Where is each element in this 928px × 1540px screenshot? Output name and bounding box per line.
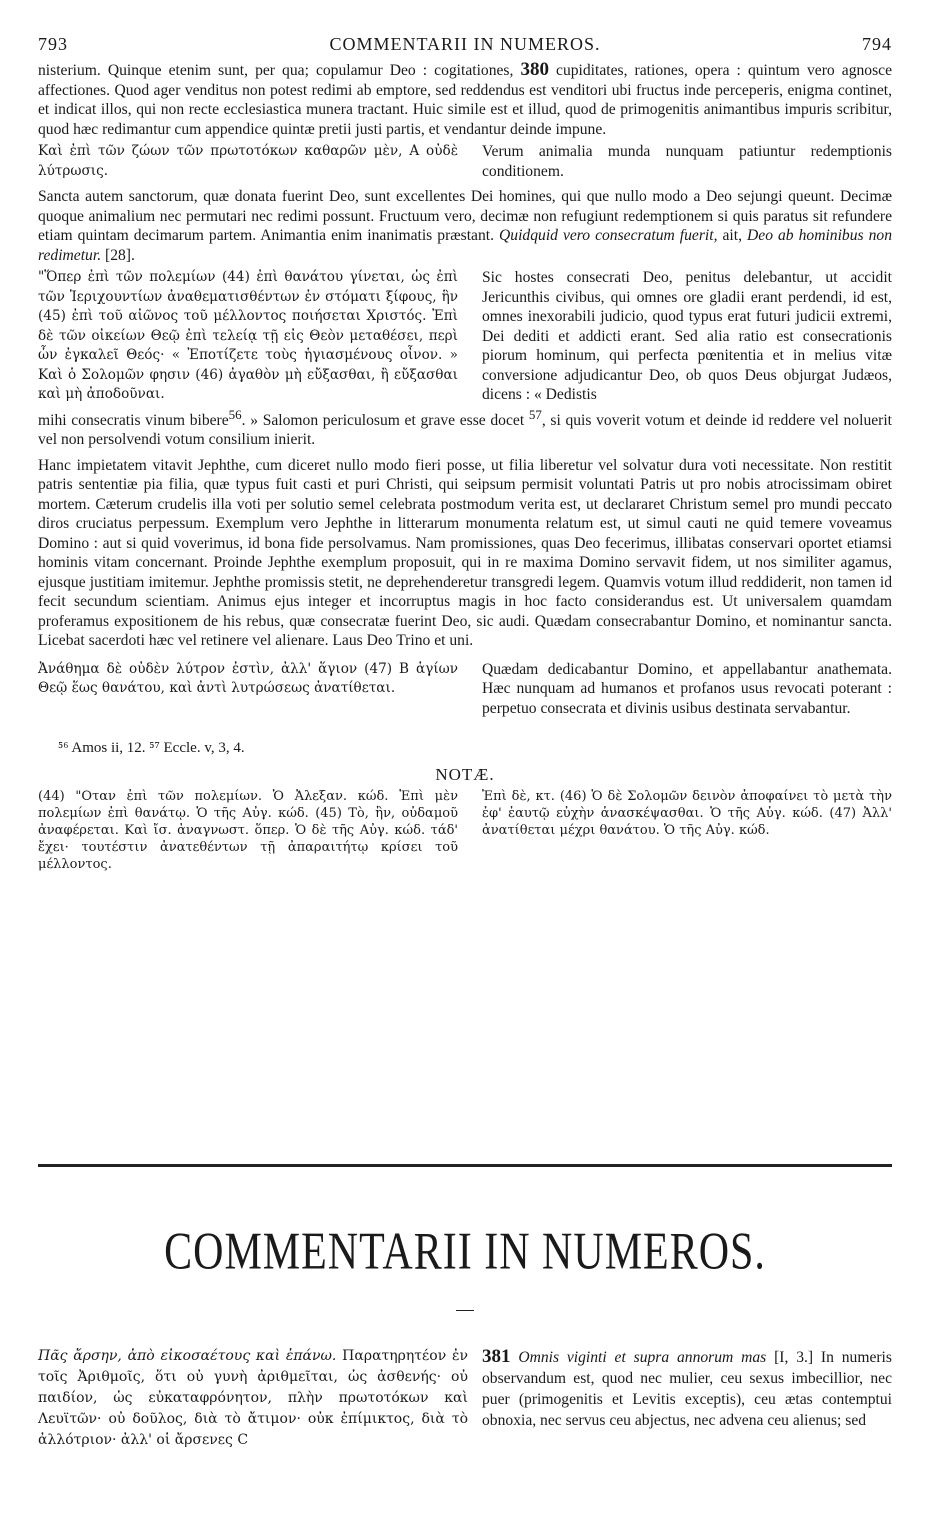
latin-text-3: Quædam dedicabantur Domino, et appellabantur anathemata. Hæc nunquam ad humanos et profanos usus revocati poterant : perpetuo consecrata et divinis usibus destinata servabantur. [482, 660, 892, 717]
paragraph-4: Hanc impietatem vitavit Jephthe, cum diceret nullo modo fieri posse, ut filia liberetur vel solvatur dura voti necessitate. Non restitit patris sententiæ pia filia, quæ typus fuit casti et puri Christi, qui seipsum permisit voluntati Patris ut pro nobis atrocissimam obiret mortem. Cæterum crudelis illa voti per solutio semel celebrata postmodum verita est, ut declararet Christum semel pro mundi peccato diros cruciatus perpessum. Exemplum vero Jephthe in litterarum monumenta relatum est, ut simul cauti ne quid temere voveamus Domino : aut si quid voverimus, id bona fide persolvamus. Nam promissiones, quas Deo fecerimus, illibatas conservari oportet etiamsi hominis vitam concernant. Proinde Jephthe exemplum proposuit, qui in re maxima Domino servavit fidem, ut nos similiter agamus, ejusque justitiam imitemur. Jephthe promissis stetit, ne deprehenderetur transgredi legem. Quamvis votum illud reddiderit, non tamen id fecit secundum scientiam. Animus ejus integer et incorruptus magis in hoc facto considerandus est. Ut universalem quamdam proferamus expositionem de his rebus, quæ consecratæ fuerint Deo, sic audi. Quædam consecrabantur Domino, et nominantur sancta. Licebat sacerdoti hæc vel retinere vel alienare. Laus Deo Trino et uni. [38, 456, 892, 650]
greek-text-1: Καὶ ἐπὶ τῶν ζώων τῶν πρωτοτόκων καθαρῶν μὲν, A οὐδὲ λύτρωσις. [38, 143, 458, 179]
page-number-left: 793 [38, 34, 68, 54]
paragraph-2-text: Sancta autem sanctorum, quæ donata fuerint Deo, sunt excellentes Dei homines, qui que nullo modo a Deo sejungi queunt. Decimæ quoque animalium nec permutari nec redimi possunt. Fructuum vero, decimæ non refugiunt redemptionem si quis paratus sit refundere etiam quintam decimarum partem. Animantia enim inanimatis præstant. [38, 188, 892, 244]
column-number-380: 380 [520, 59, 549, 80]
bilingual-block-3 [38, 660, 892, 719]
footnote-ref-57: 57 [528, 406, 542, 422]
greek-heading-italic: Πᾶς ἄρσην, ἀπὸ εἰκοσαέτους καὶ ἐπάνω. [38, 1348, 337, 1364]
bilingual-block-2 [38, 268, 892, 405]
bilingual-block-4 [38, 1346, 892, 1451]
paragraph-1-text-b: cupiditates, rationes, opera : quintum vero agnosce affectiones. Quod ager venditus non potest redimi ab emptore, sed reddendus est venditori ubi fructus inde perceperis, enigma continet, et indicat illos, qui non recte ecclesiastica munera tractant. Huic simile est et illud, quod de primogenitis animantibus impuris scribitur, quod hæc redimantur cum appendice quintæ pretii justi partis, et vendantur deinde impune. [38, 62, 892, 138]
running-header [38, 34, 892, 60]
column-number-381: 381 [482, 1346, 511, 1367]
greek-text-4 [38, 1346, 468, 1451]
paragraph-3-text-c: , si quis voverit votum et deinde id reddere vel noluerit vel non persolvendi votum consilium inierit. [38, 411, 893, 449]
notes-right: Ἐπὶ δὲ, κτ. (46) Ὁ δὲ Σολομῶν δεινὸν ἀποφαίνει τὸ μετὰ τὴν ἐφ' ἑαυτῷ εὐχὴν ἀνασκέψασθαι. Ὁ τῆς Αὐγ. κώδ. (47) Ἀλλ' ἀνατίθεται μέχρι θανάτου. Ὁ τῆς Αὐγ. κώδ. [482, 789, 892, 839]
paragraph-2 [38, 187, 892, 265]
paragraph-3 [38, 405, 892, 450]
footnotes: ⁵⁶ Amos ii, 12. ⁵⁷ Eccle. v, 3, 4. [58, 740, 245, 757]
paragraph-1 [38, 60, 892, 139]
latin-text-4-body: In numeris observandum est, quod nec mulier, ceu sexus imbecillior, nec puer (primogenitis et Levitis exceptis), ceu ætas contemptui obnoxia, nec servus ceu abjectus, nec advena ceu alienus; sed [482, 1349, 892, 1429]
page-number-right: 794 [862, 34, 892, 54]
paragraph-2-quote-a: Quidquid vero consecratum fuerit, [499, 227, 718, 244]
greek-text-2: "Ὅπερ ἐπὶ τῶν πολεμίων (44) ἐπὶ θανάτου γίνεται, ὡς ἐπὶ τῶν Ἱεριχουντίων ἀναθεματισθέντων ἐν στόματι ξίφους, ἣν (45) ἐπὶ τοῦ αἰῶνος τοῦ μέλλοντος ποιήσεται Χριστός. Ἐπὶ δὲ τῶν οἰκείων Θεῷ ἐπὶ τελείᾳ τῇ εἰς Θεὸν μεταθέσει, περὶ ὧν ἐγκαλεῖ Θεός· « Ἐποτίζετε τοὺς ἡγιασμένους οἶνον. » Καὶ ὁ Σολομῶν φησιν (46) ἀγαθὸν μὴ εὔξασθαι, ἢ εὔξασθαι καὶ μὴ ἀποδοῦναι. [38, 269, 458, 402]
verse-ref: [I, 3.] [774, 1349, 814, 1366]
paragraph-2-quote-b: Deo ab hominibus non redimetur. [38, 227, 892, 264]
section-title: COMMENTARII IN NUMEROS. [164, 1223, 766, 1281]
section-rule [38, 1164, 892, 1167]
latin-text-4 [482, 1346, 892, 1451]
paragraph-2-mid: ait, [722, 227, 742, 244]
latin-text-2: Sic hostes consecrati Deo, penitus delebantur, ut accidit Jericunthis civibus, qui omnes ore gladii erant perdendi, id est, omnes inexorabili judicio, quod typus erat futuri judicii extremi, Dei dediti et addicti erant. Sed alia ratio est consecrationis piorum hominum, qui perfecta pœnitentia et in melius vitæ conversione adjudicantur Deo, ob quos Deus objurgat Judæos, dicens : « Dedistis [482, 269, 892, 403]
paragraph-2-ref: [28]. [105, 246, 135, 264]
notes-block [38, 788, 892, 873]
paragraph-3-text-a: mihi consecratis vinum bibere [38, 411, 229, 429]
page [38, 34, 892, 873]
footnote-ref-56: 56 [228, 406, 242, 422]
paragraph-3-text-b: . » Salomon periculosum et grave esse docet [241, 411, 525, 429]
greek-text-3: Ἀνάθημα δὲ οὐδὲν λύτρον ἐστὶν, ἀλλ' ἅγιον (47) B ἁγίων Θεῷ ἕως θανάτου, καὶ ἀντὶ λυτρώσεως ἀνατίθεται. [38, 660, 458, 697]
bilingual-block-1 [38, 142, 892, 181]
latin-text-1: Verum animalia munda nunquam patiuntur redemptionis conditionem. [482, 143, 892, 180]
running-title: COMMENTARII IN NUMEROS. [329, 34, 601, 54]
paragraph-1-text-a: nisterium. Quinque etenim sunt, per qua; copulamur Deo : cogitationes, [38, 62, 514, 79]
latin-heading-italic: Omnis viginti et supra annorum mas [518, 1349, 767, 1366]
margin-marker-c: C [237, 1432, 249, 1448]
title-dash [456, 1310, 474, 1311]
notes-title: NOTÆ. [435, 765, 495, 785]
notes-left: (44) "Οταν ἐπὶ τῶν πολεμίων. Ὁ Ἀλεξαν. κώδ. Ἐπὶ μὲν πολεμίων ἐπὶ θανάτῳ. Ὁ τῆς Αὐγ. κώδ. (45) Τὸ, ἣν, οὐδαμοῦ ἀναφέρεται. Καὶ ἴσ. ἀναγνωστ. ὅπερ. Ὁ δὲ τῆς Αὐγ. κώδ. τάδ' ἔχει· τουτέστιν ἀνατεθέντων τῇ ἀπαραιτήτῳ κρίσει τοῦ μέλλοντος. [38, 789, 458, 873]
greek-text-4-body: Παρατηρητέον ἐν τοῖς Ἀριθμοῖς, ὅτι οὐ γυνὴ ἀριθμεῖται, ὡς ἀσθενής· οὐ παιδίον, ὡς εὐκαταφρόνητον, πλὴν πρωτοτόκων καὶ Λευϊτῶν· οὐ δοῦλος, διὰ τὸ ἄτιμον· οὐκ ἐπίμικτος, διὰ τὸ ἀλλότριον· ἀλλ' οἱ ἄρσενες [38, 1348, 469, 1448]
